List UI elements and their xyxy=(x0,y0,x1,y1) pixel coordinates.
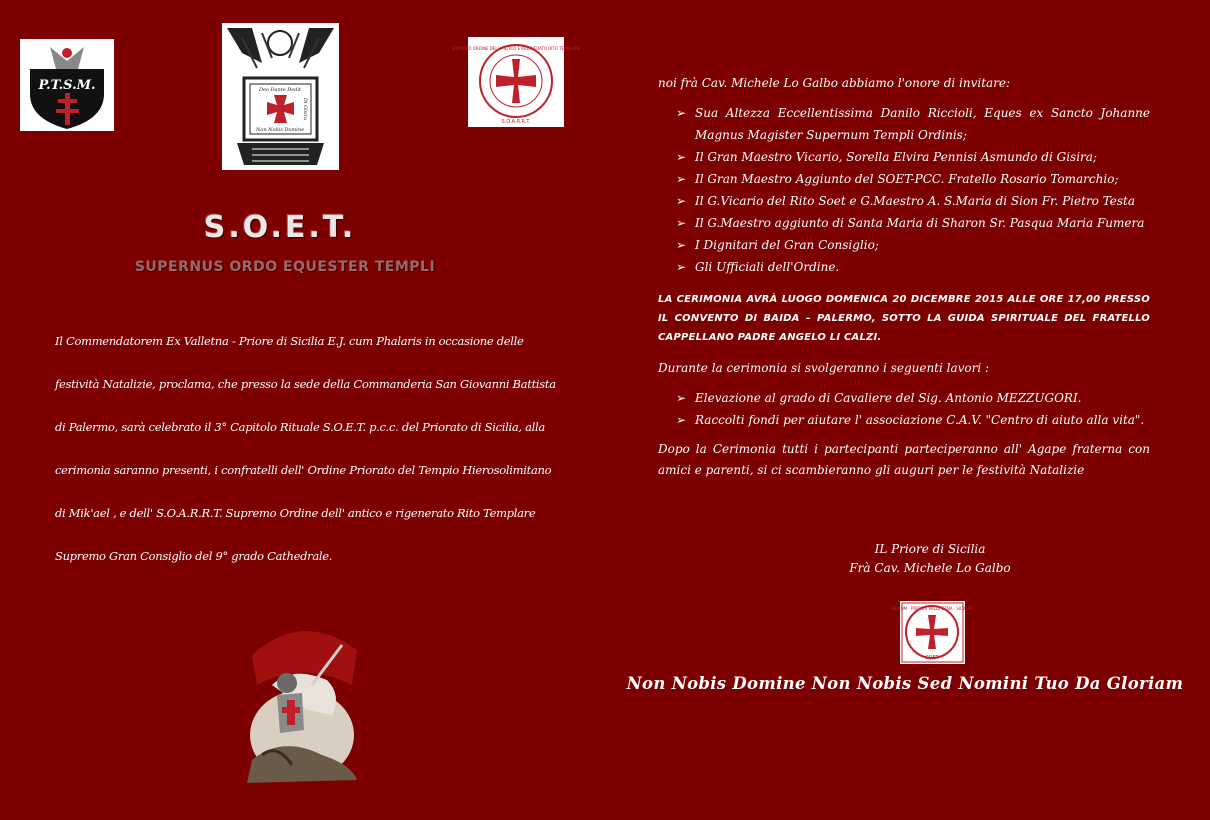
invitation-column xyxy=(658,72,1150,481)
invitee-item: ➢ Il Gran Maestro Aggiunto del SOET-PCC. Fratello Rosario Tomarchio; xyxy=(695,168,1150,190)
templar-motto: Non Nobis Domine Non Nobis Sed Nomini Tuo Da Gloriam xyxy=(626,674,1184,693)
proclamation-paragraph: Il Commendatorem Ex Valletna - Priore di Sicilia E.J. cum Phalaris in occasione delle festività Natalizie, proclama, che presso la sede della Commanderia San Giovanni Battista di Palermo, sarà celebrato il 3° Capitolo Rituale S.O.E.T. p.c.c. del Priorato di Sicilia, alla cerimonia saranno presenti, i confratelli dell' Ordine Priorato del Tempio Hierosolimitano di Mik'ael , e dell' S.O.A.R.R.T. Supremo Ordine dell' antico e rigenerato Rito Templare Supremo Gran Consiglio del 9° grado Cathedrale. xyxy=(55,334,556,563)
invitation-intro: noi frà Cav. Michele Lo Galbo abbiamo l'onore di invitare: xyxy=(658,76,1011,90)
invitee-item: ➢ I Dignitari del Gran Consiglio; xyxy=(695,234,1150,256)
seal-text-bottom: SOET xyxy=(925,655,939,661)
logo-shield-left xyxy=(20,39,114,131)
page-subtitle: SUPERNUS ORDO EQUESTER TEMPLI xyxy=(134,259,436,275)
work-item: ➢ Elevazione al grado di Cavaliere del Sig. Antonio MEZZUGORI. xyxy=(695,387,1150,409)
invitee-list xyxy=(658,102,1150,278)
page-title: S.O.E.T. xyxy=(203,210,357,245)
signature-title: IL Priore di Sicilia xyxy=(874,542,986,556)
invitee-item: ➢ Il G.Maestro aggiunto di Santa Maria di Sharon Sr. Pasqua Maria Fumera xyxy=(695,212,1150,234)
logo-left-text: P.T.S.M. xyxy=(38,78,96,93)
ceremony-details: LA CERIMONIA AVRÀ LUOGO DOMENICA 20 DICEMBRE 2015 ALLE ORE 17,00 PRESSO IL CONVENTO DI BAIDA – PALERMO, SOTTO LA GUIDA SPIRITUALE DEL FRATELLO CAPPELLANO PADRE ANGELO LI CALZI. xyxy=(658,294,1150,343)
logo-templar-frame xyxy=(222,23,339,170)
logo-right-text-bottom: S.O.A.R.R.T. xyxy=(501,119,531,125)
signature-name: Frà Cav. Michele Lo Galbo xyxy=(849,561,1011,575)
logo-center-text-side: Di Gisira xyxy=(302,97,308,121)
logo-center-text-top: Deo Dante Dedit xyxy=(258,87,302,93)
seal-text: BELLUM · PRIORIS VALLE ETNA · SICILIAE xyxy=(891,606,973,611)
knight-illustration xyxy=(232,615,372,785)
works-intro: Durante la cerimonia si svolgeranno i seguenti lavori : xyxy=(658,361,990,375)
invitee-item: ➢ Il G.Vicario del Rito Soet e G.Maestro A. S.Maria di Sion Fr. Pietro Testa xyxy=(695,190,1150,212)
soet-seal xyxy=(891,601,973,664)
logo-soarrt-circle xyxy=(451,37,581,127)
invitee-item: ➢ Il Gran Maestro Vicario, Sorella Elvira Pennisi Asmundo di Gisira; xyxy=(695,146,1150,168)
closing-paragraph: Dopo la Cerimonia tutti i partecipanti parteciperanno all' Agape fraterna con amici e parenti, si ci scambieranno gli auguri per le festività Natalizie xyxy=(658,442,1150,477)
works-list xyxy=(658,387,1150,431)
logo-center-text-bottom: Non Nobis Domine xyxy=(255,127,305,133)
work-item: ➢ Raccolti fondi per aiutare l' associazione C.A.V. "Centro di aiuto alla vita". xyxy=(695,409,1150,431)
signature-block xyxy=(800,540,1060,578)
logo-right-text: SUPREMO ORDINE DELL'ANTICO E RIGENERATO RITO TEMPLARE xyxy=(451,46,581,51)
invitee-item: ➢ Sua Altezza Eccellentissima Danilo Riccioli, Eques ex Sancto Johanne Magnus Magister Supernum Templi Ordinis; xyxy=(695,102,1150,146)
invitee-item: ➢ Gli Ufficiali dell'Ordine. xyxy=(695,256,1150,278)
